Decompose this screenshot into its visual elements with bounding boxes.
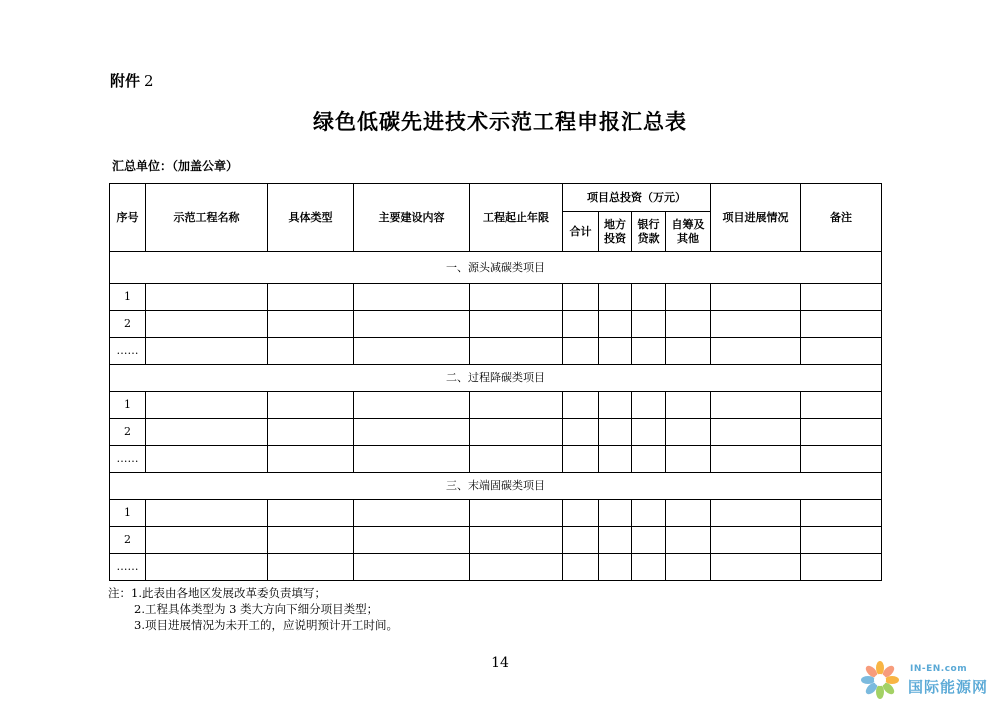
header-investment-group: 项目总投资（万元）: [563, 184, 711, 212]
watermark-cn: 国际能源网: [908, 678, 989, 696]
note-3: 3.项目进展情况为未开工的，应说明预计开工时间。: [134, 618, 398, 632]
table-row: 1: [110, 284, 882, 311]
watermark-en: IN-EN.com: [910, 664, 968, 674]
header-years: 工程起止年限: [470, 184, 563, 252]
table-row: ……: [110, 446, 882, 473]
header-remark: 备注: [801, 184, 882, 252]
table-row: 2: [110, 527, 882, 554]
document-title: 绿色低碳先进技术示范工程申报汇总表: [313, 109, 687, 134]
header-progress: 项目进展情况: [711, 184, 801, 252]
sunflower-icon: [860, 660, 904, 700]
note-1: 注：1.此表由各地区发展改革委负责填写；: [108, 586, 326, 600]
table-row: 2: [110, 419, 882, 446]
header-local-investment: 地方 投资: [599, 212, 632, 252]
header-bank-loan: 银行 贷款: [632, 212, 666, 252]
header-seq: 序号: [110, 184, 146, 252]
notes: [108, 585, 398, 633]
header-content: 主要建设内容: [354, 184, 470, 252]
header-project-name: 示范工程名称: [146, 184, 268, 252]
table-row: 1: [110, 392, 882, 419]
header-total: 合计: [563, 212, 599, 252]
section-title: 二、过程降碳类项目: [110, 365, 882, 392]
note-2: 2.工程具体类型为 3 类大方向下细分项目类型；: [134, 602, 379, 616]
table-row: ……: [110, 338, 882, 365]
watermark-logo: [858, 658, 998, 703]
summary-unit-label: 汇总单位：（加盖公章）: [112, 159, 239, 173]
page-number: 14: [491, 655, 509, 671]
attachment-label: 附件 2: [110, 72, 154, 90]
table-row: 2: [110, 311, 882, 338]
table-row: ……: [110, 554, 882, 581]
section-title: 一、源头减碳类项目: [110, 252, 882, 284]
section-title: 三、末端固碳类项目: [110, 473, 882, 500]
header-self-other: 自筹及 其他: [666, 212, 711, 252]
table-row: 1: [110, 500, 882, 527]
header-type: 具体类型: [268, 184, 354, 252]
summary-table: [109, 183, 882, 581]
